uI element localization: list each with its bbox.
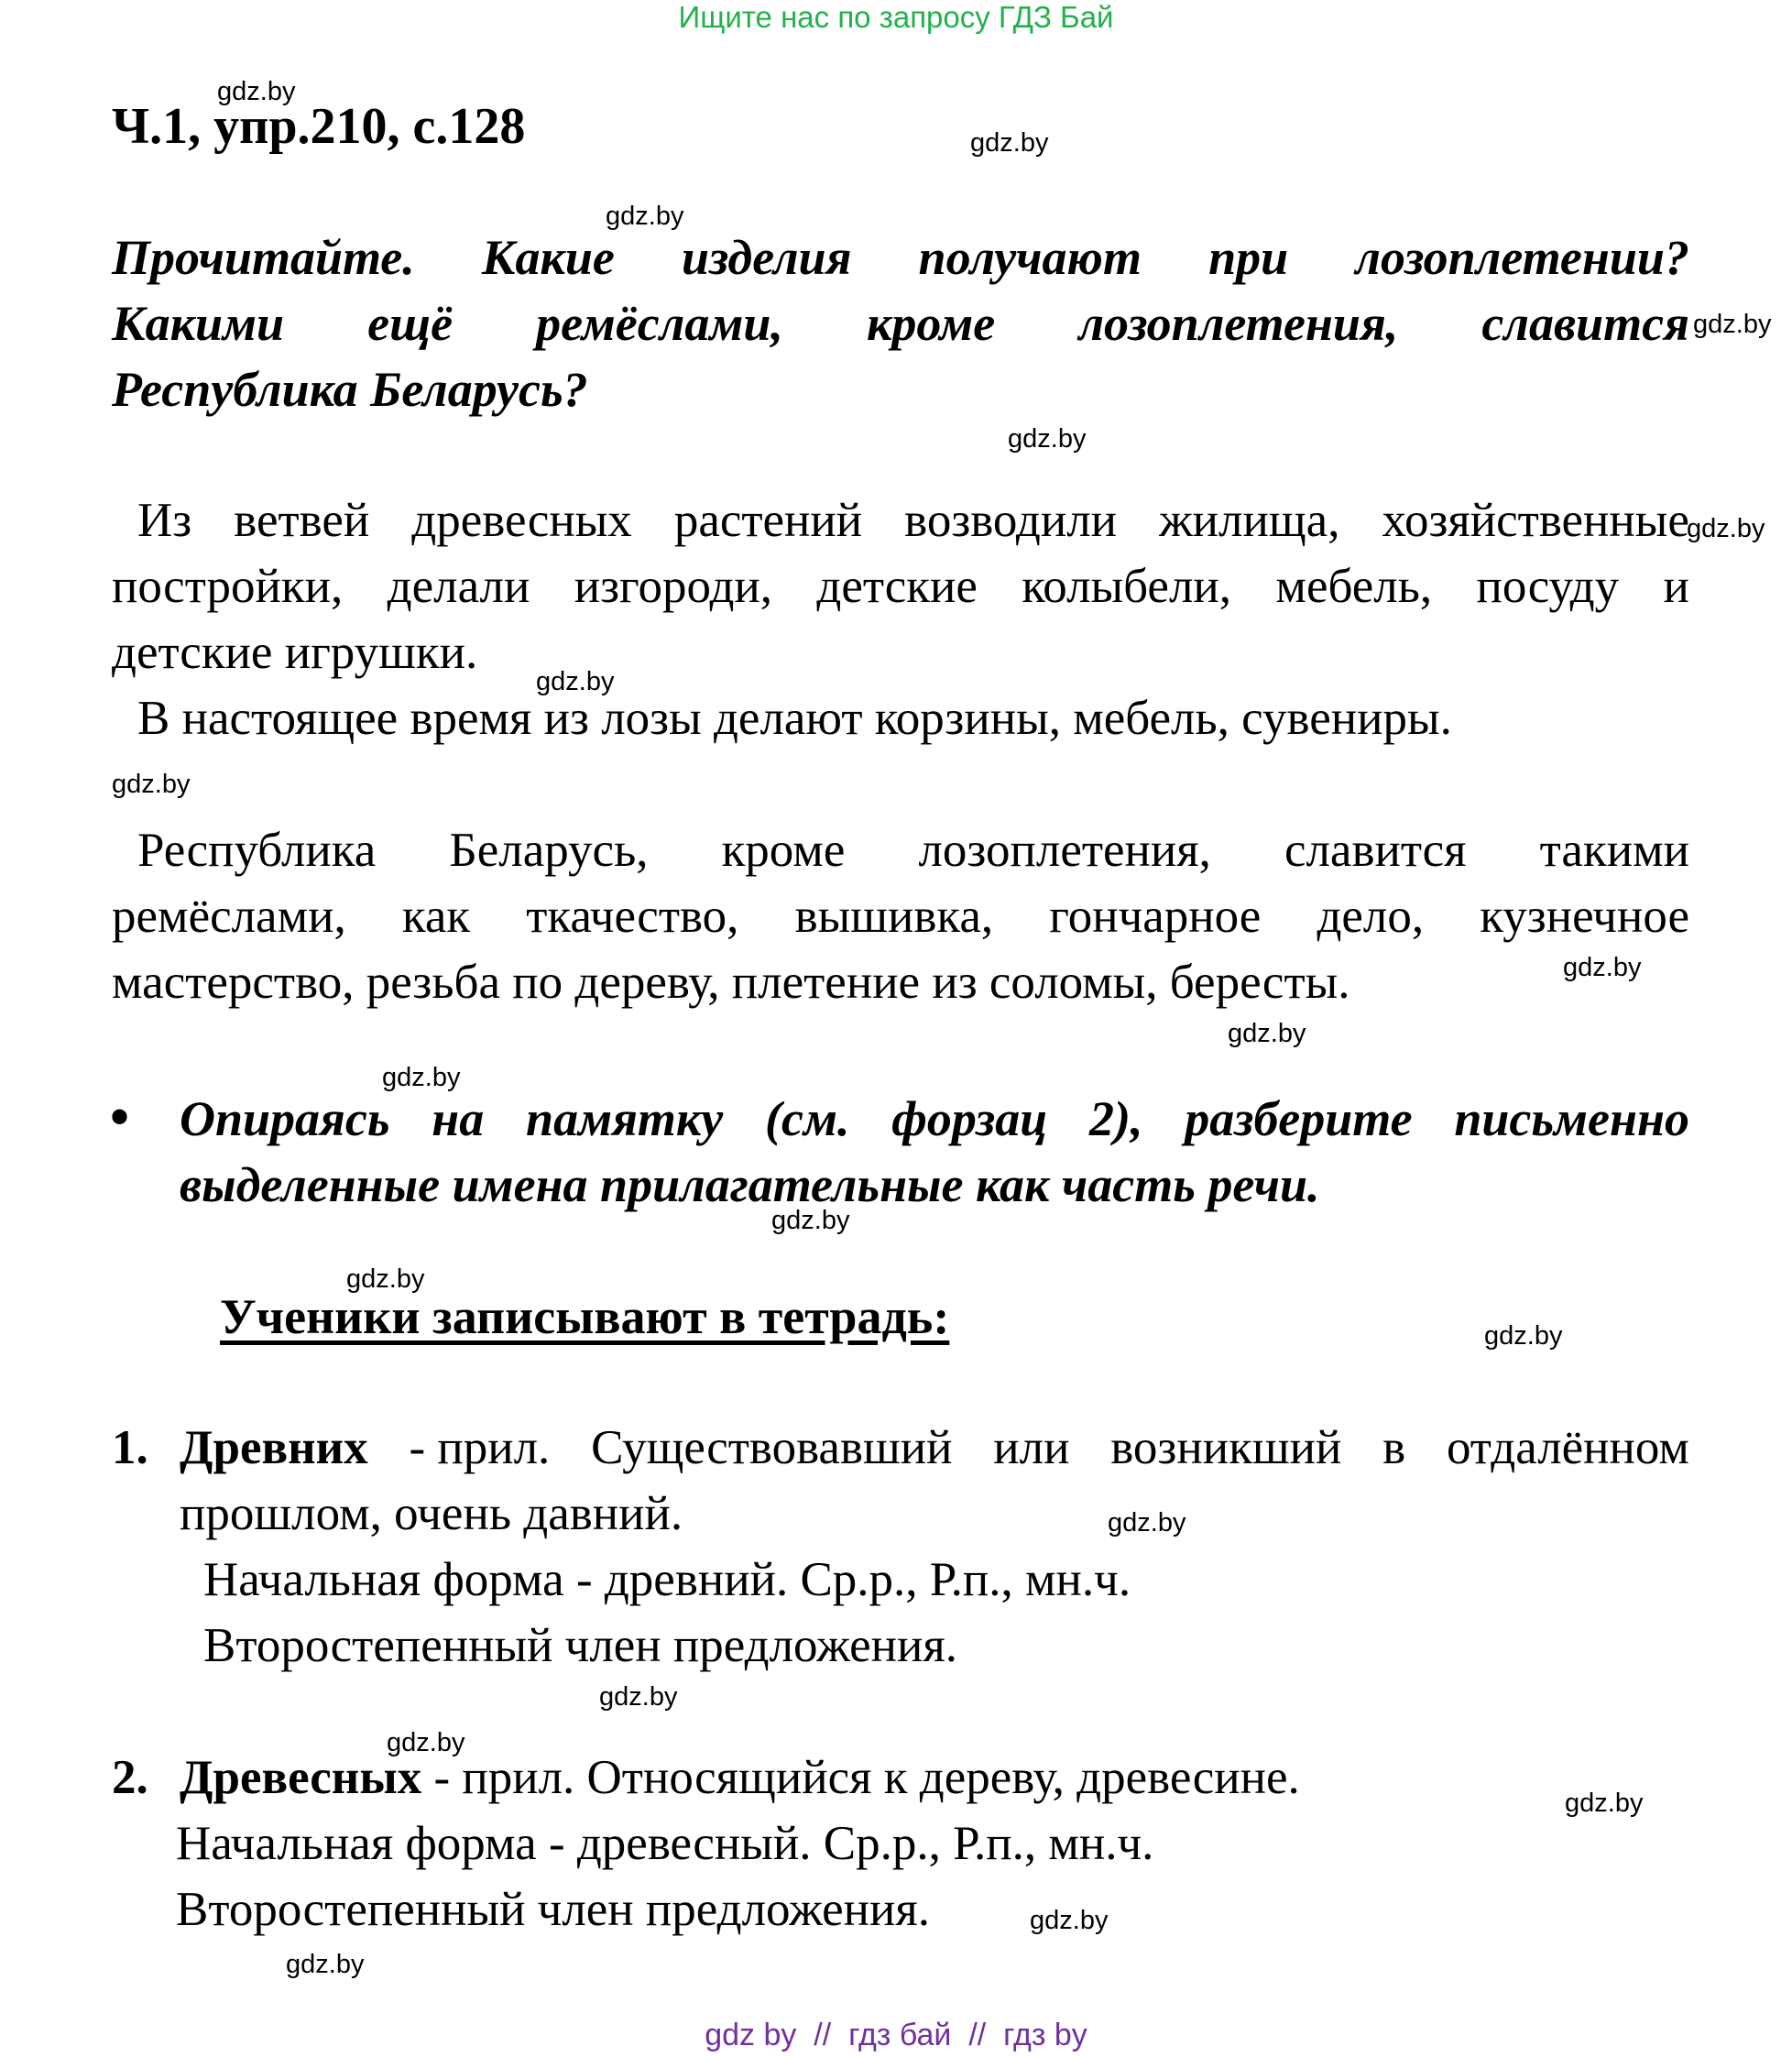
watermark: gdz.by xyxy=(387,1728,465,1757)
word: 2), xyxy=(1089,1091,1143,1146)
word: изделия xyxy=(682,230,852,285)
watermark: gdz.by xyxy=(1563,953,1642,982)
watermark: gdz.by xyxy=(346,1264,425,1294)
answer-heading: Ученики записывают в тетрадь: xyxy=(220,1289,950,1344)
word: как xyxy=(401,890,471,943)
answer-1-line-2: прошлом, очень давний. xyxy=(180,1487,683,1540)
watermark: gdz.by xyxy=(536,667,615,696)
word: Опираясь xyxy=(180,1091,390,1146)
answer-1-line-1 xyxy=(180,1420,1689,1475)
word: Какими xyxy=(112,296,285,351)
word: письменно xyxy=(1454,1091,1689,1146)
word: возникший xyxy=(1110,1421,1342,1474)
word: ремёслами, xyxy=(112,890,346,943)
word: лозоплетения, xyxy=(918,824,1211,877)
word: вышивка, xyxy=(794,890,994,943)
word: лозоплетения, xyxy=(1078,296,1399,351)
word: кузнечное xyxy=(1480,890,1689,943)
word: Существовавший xyxy=(591,1421,953,1474)
watermark: gdz.by xyxy=(286,1950,365,1979)
answer-1-line-3: Начальная форма - древний. Ср.р., Р.п., мн.ч. xyxy=(203,1553,1131,1606)
task-line-1 xyxy=(112,229,1689,286)
subtask-line-2: выделенные имена прилагательные как часть речи. xyxy=(180,1157,1320,1212)
watermark: gdz.by xyxy=(599,1682,678,1712)
text-p3-line-1 xyxy=(137,823,1689,878)
watermark: gdz.by xyxy=(606,202,684,231)
word: лозоплетении? xyxy=(1355,230,1689,285)
word: делали xyxy=(387,560,530,613)
word: или xyxy=(993,1421,1070,1474)
answer-number-2: 2. xyxy=(112,1751,148,1804)
word: ветвей xyxy=(234,494,370,547)
word: растений xyxy=(673,494,863,547)
word: в xyxy=(1382,1421,1406,1474)
answer-2-line-3: Второстепенный член предложения. xyxy=(176,1883,931,1936)
watermark: gdz.by xyxy=(1693,310,1772,339)
text-p2: В настоящее время из лозы делают корзины, мебель, сувениры. xyxy=(137,692,1452,745)
watermark: gdz.by xyxy=(1008,424,1087,454)
word: Из xyxy=(137,494,192,547)
word: жилища, xyxy=(1159,494,1340,547)
word: на xyxy=(432,1091,485,1146)
word: при xyxy=(1208,230,1289,285)
answer-2-line-2: Начальная форма - древесный. Ср.р., Р.п., мн.ч. xyxy=(176,1817,1154,1870)
answer-1-word: Древних xyxy=(180,1421,368,1474)
word: Какие xyxy=(481,230,615,285)
word: посуду xyxy=(1476,560,1620,613)
answer-2-line-1-rest: - прил. Относящийся к дереву, древесине. xyxy=(421,1751,1300,1804)
text-p1-line-1 xyxy=(137,493,1689,548)
word: разберите xyxy=(1185,1091,1413,1146)
word: памятку xyxy=(526,1091,724,1146)
word: изгороди, xyxy=(574,560,773,613)
word: хозяйственные xyxy=(1382,494,1689,547)
answer-2-word: Древесных xyxy=(180,1751,422,1804)
text-p3-line-2 xyxy=(112,889,1689,944)
answer-number-1: 1. xyxy=(112,1421,148,1474)
watermark: gdz.by xyxy=(1030,1906,1109,1935)
task-line-3: Республика Беларусь? xyxy=(112,362,588,417)
word: колыбели, xyxy=(1022,560,1232,613)
watermark: gdz.by xyxy=(1108,1508,1186,1537)
word: Республика xyxy=(137,824,377,877)
search-banner: Ищите нас по запросу ГДЗ Бай xyxy=(678,0,1114,34)
word: дело, xyxy=(1317,890,1425,943)
word: возводили xyxy=(904,494,1118,547)
word: мебель, xyxy=(1275,560,1433,613)
watermark: gdz.by xyxy=(771,1206,850,1235)
watermark: gdz.by xyxy=(970,128,1049,158)
word: Прочитайте. xyxy=(112,230,415,285)
watermark: gdz.by xyxy=(112,770,191,799)
word: - прил. xyxy=(409,1421,551,1474)
text-p1-line-3: детские игрушки. xyxy=(112,626,478,679)
word: такими xyxy=(1539,824,1689,877)
answer-2-line-1 xyxy=(180,1750,1300,1805)
task-line-2 xyxy=(112,295,1689,352)
watermark: gdz.by xyxy=(1228,1019,1306,1048)
word: Беларусь, xyxy=(449,824,649,877)
watermark: gdz.by xyxy=(1484,1321,1563,1351)
watermark: gdz.by xyxy=(1687,514,1765,543)
word: ремёслами, xyxy=(536,296,783,351)
word: кроме xyxy=(866,296,996,351)
word: кроме xyxy=(721,824,846,877)
text-p1-line-2 xyxy=(112,559,1689,614)
page-title: Ч.1, упр.210, с.128 xyxy=(112,98,526,155)
word: ещё xyxy=(367,296,453,351)
word: гончарное xyxy=(1049,890,1262,943)
word: (см. xyxy=(765,1091,850,1146)
word: форзац xyxy=(891,1091,1048,1146)
word: славится xyxy=(1481,296,1689,351)
word: получают xyxy=(918,230,1142,285)
word: и xyxy=(1663,560,1689,613)
watermark: gdz.by xyxy=(382,1063,461,1092)
word: славится xyxy=(1284,824,1467,877)
watermark: gdz.by xyxy=(1565,1789,1644,1818)
subtask-line-1 xyxy=(180,1090,1689,1147)
answer-1-line-4: Второстепенный член предложения. xyxy=(203,1619,958,1672)
word: ткачество, xyxy=(526,890,739,943)
word: древесных xyxy=(411,494,632,547)
bullet-icon: • xyxy=(110,1087,130,1147)
word: детские xyxy=(816,560,978,613)
word: постройки, xyxy=(112,560,344,613)
text-p3-line-3: мастерство, резьба по дереву, плетение из соломы, бересты. xyxy=(112,956,1350,1009)
watermark: gdz.by xyxy=(217,77,296,106)
word: отдалённом xyxy=(1446,1421,1689,1474)
footer-links: gdz by // гдз бай // гдз by xyxy=(705,2018,1087,2052)
